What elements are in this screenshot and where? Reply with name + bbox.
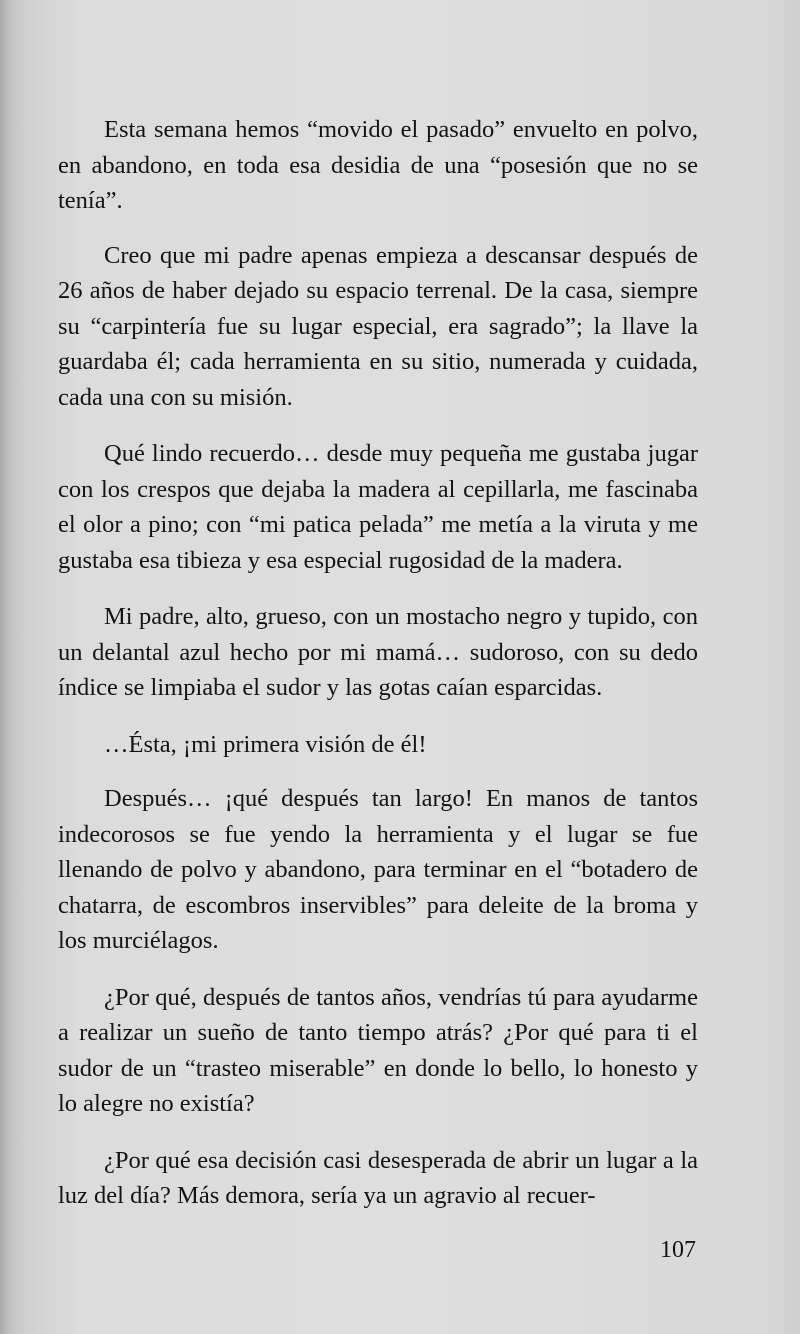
body-text bbox=[58, 112, 698, 1233]
paragraph-7: ¿Por qué, después de tantos años, vendrías tú para ayudarme a realizar un sueño de tanto tiempo atrás? ¿Por qué para ti el sudor de un “trasteo miserable” en donde lo bello, lo honesto y lo alegre no existía? bbox=[58, 983, 698, 1117]
paragraph-2: Creo que mi padre apenas empieza a descansar después de 26 años de haber dejado su espacio terrenal. De la casa, siempre su “carpintería fue su lugar especial, era sagrado”; la llave la guardaba él; cada herramienta en su sitio, numerada y cuidada, cada una con su misión. bbox=[58, 241, 698, 411]
paragraph-8: ¿Por qué esa decisión casi desesperada de abrir un lugar a la luz del día? Más demora, sería ya un agravio al recuer- bbox=[58, 1146, 698, 1209]
page-number: 107 bbox=[660, 1237, 696, 1263]
spine-shadow bbox=[0, 0, 12, 1334]
paragraph-1: Esta semana hemos “movido el pasado” envuelto en polvo, en abandono, en toda esa desidia de una “posesión que no se tenía”. bbox=[58, 116, 698, 214]
paragraph-3: Qué lindo recuerdo… desde muy pequeña me gustaba jugar con los crespos que dejaba la madera al cepillarla, me fascinaba el olor a pino; con “mi patica pelada” me metía a la viruta y me gustaba esa tibieza y esa especial rugosidad de la madera. bbox=[58, 440, 698, 574]
paragraph-6: Después… ¡qué después tan largo! En manos de tantos indecorosos se fue yendo la herramienta y el lugar se fue llenando de polvo y abandono, para terminar en el “botadero de chatarra, de escombros inservibles” para deleite de la broma y los murciélagos. bbox=[58, 785, 698, 954]
paragraph-4: Mi padre, alto, grueso, con un mostacho negro y tupido, con un delantal azul hecho por mi mamá… sudoroso, con su dedo índice se limpiaba el sudor y las gotas caían esparcidas. bbox=[58, 603, 698, 701]
paragraph-5: …Ésta, ¡mi primera visión de él! bbox=[104, 730, 427, 758]
